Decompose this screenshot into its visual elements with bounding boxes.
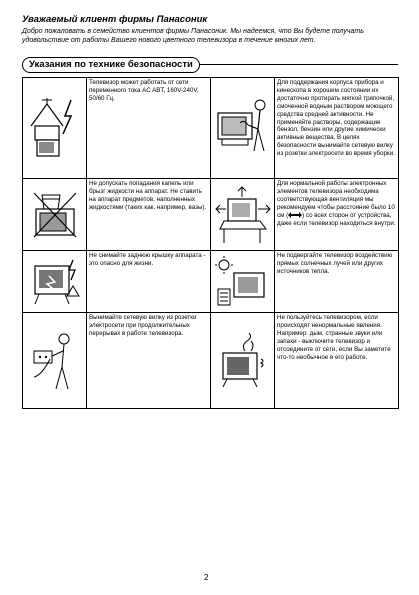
illustration-cell	[211, 251, 275, 313]
double-arrow-icon	[288, 212, 302, 218]
person-unplugging-icon	[28, 331, 82, 391]
greeting-intro: Добро пожаловать в семейство клиентов фирмы Панасоник. Мы надеемся, что Вы будете получать удовольствие от работы Вашего нового цветного телевизора в течение многих лет.	[22, 28, 364, 44]
safety-text-liquids: Не допускать попадания капель или брызг жидкости на аппарат. Не ставить на аппарат предметов, наполненных жидкостями (таких как, например, вазы).	[87, 179, 211, 251]
illustration-cell	[211, 179, 275, 251]
tv-back-cover-warning-icon	[29, 256, 81, 308]
illustration-cell	[23, 313, 87, 409]
ventilation-text-end: ) со всех сторон от устройства, даже если телевизор находиться внутри.	[277, 211, 396, 227]
section-header	[22, 57, 398, 71]
ventilation-text-start: Для нормальной работы электронных элементов телевизора необходима соответствующая вентиляция мы рекомендуем чтобы расстояние было 10 см (	[277, 180, 395, 219]
tv-heat-sunlight-icon	[214, 255, 272, 309]
illustration-cell	[23, 78, 87, 179]
safety-text-ventilation	[275, 179, 399, 251]
illustration-cell	[211, 313, 275, 409]
illustration-cell	[211, 78, 275, 179]
safety-table	[22, 77, 399, 409]
safety-text-back-cover: Не снимайте заднюю крышку аппарата - это опасно для жизни.	[87, 251, 211, 313]
safety-text-unplug: Вынимайте сетевую вилку из розетки электросети при продолжительных перерывах в работе телевизора.	[87, 313, 211, 409]
tv-antenna-lightning-icon	[27, 96, 83, 160]
safety-text-heat: Не подвергайте телевизор воздействию прямых солнечных лучей или других источников тепла.	[275, 251, 399, 313]
illustration-cell	[23, 179, 87, 251]
safety-text-cleaning: Для поддержания корпуса прибора и кинескопа в хорошем состоянии их достаточно протирать мягкой тряпочкой, смоченной водным раствором моющего средства средней активности. Не применяйте растворы, содержащие бензол, бензин или другие химически активные вещества. В целях безопасности вынимайте сетевую вилку из розетки электросети во время уборки.	[275, 78, 399, 179]
safety-text-power: Телевизор может работать от сети переменного тока AC ABT, 160V-240V, 50/60 Гц.	[87, 78, 211, 179]
tv-smoke-abnormal-icon	[215, 333, 271, 389]
greeting-title: Уважаемый клиент фирмы Панасоник	[22, 14, 208, 25]
section-title: Указания по технике безопасности	[22, 57, 200, 73]
tv-ventilation-clearance-icon	[214, 185, 272, 245]
illustration-cell	[23, 251, 87, 313]
page-number: 2	[204, 573, 209, 582]
tv-liquid-container-icon	[30, 189, 80, 241]
safety-text-abnormal: Не пользуйтесь телевизором, если происходят ненормальные явления. Например: дым, странные звуки или запахи - выключите телевизор и отсоедините от сети, если Вы заметите что-то необычное в его работе.	[275, 313, 399, 409]
tv-cleaning-cloth-icon	[214, 95, 272, 161]
